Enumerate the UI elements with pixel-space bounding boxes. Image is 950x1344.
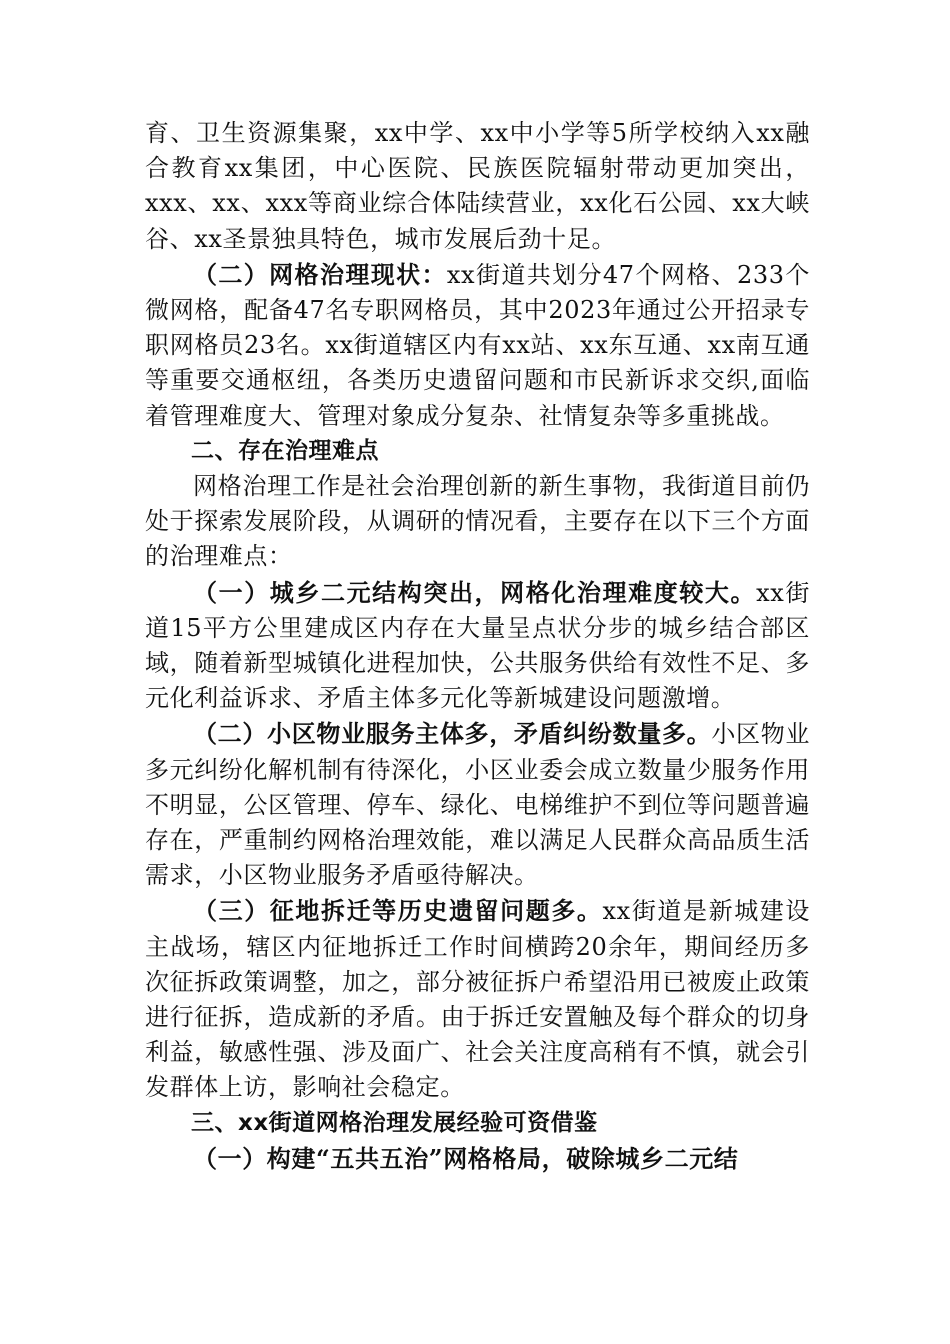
- document-body: [145, 116, 810, 1177]
- section-heading-difficulties: 二、存在治理难点: [191, 437, 379, 464]
- paragraph-text: xx街道是新城建设主战场，辖区内征地拆迁工作时间横跨20余年，期间经历多次征拆政策调整，加之，部分被征拆户希望沿用已被废止政策进行征拆，造成新的矛盾。由于拆迁安置触及每个群众的切身利益，敏感性强、涉及面广、社会关注度高稍有不慎，就会引发群体上访，影响社会稳定。: [145, 897, 810, 1102]
- paragraph-lead: （二）小区物业服务主体多，矛盾纠纷数量多。: [193, 719, 712, 749]
- paragraph-text: xx街道15平方公里建成区内存在大量呈点状分步的城乡结合部区域，随着新型城镇化进程加快，公共服务供给有效性不足、多元化利益诉求、矛盾主体多元化等新城建设问题激增。: [145, 578, 810, 713]
- paragraph-grid-status: [145, 257, 810, 434]
- paragraph-lead: （二）网格治理现状：: [193, 259, 447, 289]
- paragraph-difficulty-3: [145, 893, 810, 1105]
- paragraph-lead: （一）构建“五共五治”网格格局，破除城乡二元结: [193, 1143, 739, 1173]
- paragraph-lead: （一）城乡二元结构突出，网格化治理难度较大。: [193, 577, 757, 607]
- paragraph-continuation: 育、卫生资源集聚，xx中学、xx中小学等5所学校纳入xx融合教育xx集团，中心医院、民族医院辐射带动更加突出，xxx、xx、xxx等商业综合体陆续营业，xx化石公园、xx大峡谷、xx圣景独具特色，城市发展后劲十足。: [145, 119, 810, 253]
- section-heading-experience: 三、xx街道网格治理发展经验可资借鉴: [191, 1109, 598, 1136]
- paragraph-experience-1: [145, 1141, 810, 1177]
- paragraph-text: xx街道共划分47个网格、233个微网格，配备47名专职网格员，其中2023年通过公开招录专职网格员23名。xx街道辖区内有xx站、xx东互通、xx南互通等重要交通枢纽，各类历史遗留问题和市民新诉求交织,面临着管理难度大、管理对象成分复杂、社情复杂等多重挑战。: [145, 260, 811, 430]
- paragraph-difficulty-1: [145, 575, 810, 717]
- paragraph-intro-difficulties: 网格治理工作是社会治理创新的新生事物，我街道目前仍处于探索发展阶段，从调研的情况看，主要存在以下三个方面的治理难点：: [145, 472, 810, 571]
- paragraph-lead: （三）征地拆迁等历史遗留问题多。: [193, 896, 603, 926]
- paragraph-text: 小区物业多元纠纷化解机制有待深化，小区业委会成立数量少服务作用不明显，公区管理、停车、绿化、电梯维护不到位等问题普遍存在，严重制约网格治理效能，难以满足人民群众高品质生活需求，小区物业服务矛盾亟待解决。: [145, 720, 810, 890]
- paragraph-difficulty-2: [145, 716, 810, 893]
